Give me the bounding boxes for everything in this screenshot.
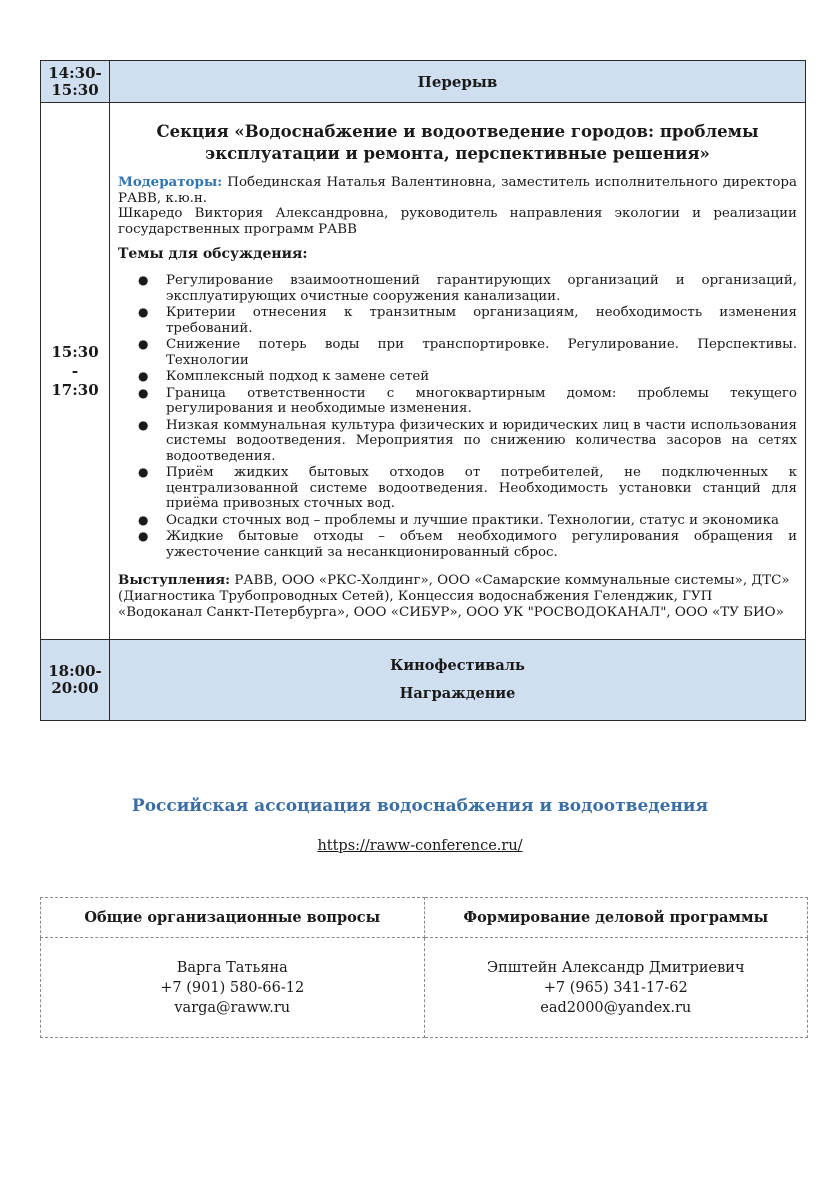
schedule-table: [40, 60, 806, 721]
time-separator: -: [71, 361, 79, 380]
section-title-line: эксплуатации и ремонта, перспективные решения»: [205, 144, 710, 163]
list-item: [138, 418, 797, 465]
topic-text: Комплексный подход к замене сетей: [166, 369, 430, 384]
schedule-row-section: [41, 103, 806, 640]
topic-text: Регулирование взаимоотношений гарантирующих организаций и организаций, эксплуатирующих очистные сооружения канализации.: [166, 273, 797, 304]
list-item: [138, 305, 797, 336]
section-title: [118, 121, 797, 165]
contacts-header-general: Общие организационные вопросы: [41, 898, 425, 938]
topics-heading: Темы для обсуждения:: [118, 246, 308, 262]
bullet-icon: ●: [138, 417, 149, 432]
speakers-label: Выступления:: [118, 572, 231, 588]
section-title-line: Секция «Водоснабжение и водоотведение городов: проблемы: [156, 122, 759, 141]
schedule-row-final: [41, 640, 806, 721]
bullet-icon: ●: [138, 465, 149, 479]
time-end: 15:30: [51, 80, 99, 99]
contact-email[interactable]: ead2000@yandex.ru: [540, 999, 692, 1016]
time-start: 18:00-: [48, 662, 102, 680]
bullet-icon: ●: [138, 529, 149, 543]
list-item: [138, 337, 797, 368]
list-item: [138, 369, 797, 385]
time-cell-final: [41, 640, 110, 721]
list-item: [138, 273, 797, 304]
time-cell-break: [41, 61, 110, 103]
speakers: [118, 572, 797, 621]
bullet-icon: ●: [138, 369, 149, 383]
organization-title: Российская ассоциация водоснабжения и водоотведения: [131, 796, 709, 816]
time-start: 15:30: [51, 342, 99, 361]
time-end: 20:00: [51, 679, 99, 697]
topic-text: Осадки сточных вод – проблемы и лучшие практики. Технологии, статус и экономика: [166, 512, 779, 528]
schedule-row-break: [41, 61, 806, 103]
list-item: [138, 529, 797, 560]
topic-text: Жидкие бытовые отходы – объем необходимого регулирования обращения и ужесточение санкций за несанкционированный сброс.: [166, 529, 797, 560]
contact-name: Эпштейн Александр Дмитриевич: [486, 959, 745, 976]
contact-general: [41, 938, 425, 1038]
list-item: [138, 465, 797, 512]
break-title: Перерыв: [110, 61, 806, 103]
topic-text: Критерии отнесения к транзитным организациям, необходимость изменения требований.: [166, 305, 797, 336]
moderator-2: Шкаредо Виктория Александровна, руководитель направления экологии и реализации государственных программ РАВВ: [118, 206, 797, 237]
bullet-icon: ●: [138, 385, 149, 400]
topic-text: Низкая коммунальная культура физических и юридических лиц в части использования системы водоотведения. Мероприятия по снижению количества засоров на сетях водоотведения.: [166, 417, 797, 464]
awards-title: Награждение: [399, 685, 516, 702]
contact-program: [424, 938, 808, 1038]
list-item: [138, 386, 797, 417]
speakers-text: РАВВ, ООО «РКС-Холдинг», ООО «Самарские коммунальные системы», ДТС» (Диагностика Трубопроводных Сетей), Концессия водоснабжения Геленджик, ГУП «Водоканал Санкт-Петербурга», ООО «СИБУР», ООО УК "РОСВОДОКАНАЛ", ООО «ТУ БИО»: [118, 573, 790, 620]
final-content: [110, 640, 806, 721]
contacts-header-row: [41, 898, 808, 938]
time-end: 17:30: [51, 380, 99, 399]
moderators-label: Модераторы:: [118, 174, 223, 190]
topic-text: Граница ответственности с многоквартирным домом: проблемы текущего регулирования и необходимые изменения.: [166, 385, 797, 416]
moderator-1-text: Побединская Наталья Валентиновна, заместитель исполнительного директора РАВВ, к.ю.н.: [118, 175, 797, 206]
contact-email[interactable]: varga@raww.ru: [174, 999, 291, 1016]
topic-text: Приём жидких бытовых отходов от потребителей, не подключенных к централизованной системе водоотведения. Необходимость установки станций для приёма привозных сточных вод.: [166, 465, 797, 511]
contacts-body-row: [41, 938, 808, 1038]
contact-name: Варга Татьяна: [176, 959, 288, 976]
bullet-icon: ●: [138, 273, 149, 287]
bullet-icon: ●: [138, 337, 149, 351]
website-link[interactable]: https://raww-conference.ru/: [317, 838, 523, 854]
list-item: [138, 513, 797, 529]
contact-phone: +7 (965) 341-17-62: [543, 979, 688, 996]
bullet-icon: ●: [138, 305, 149, 319]
contact-phone: +7 (901) 580-66-12: [160, 979, 305, 996]
time-start: 14:30-: [48, 63, 102, 82]
section-content: [110, 103, 806, 640]
time-cell-section: [41, 103, 110, 640]
topics-list: [118, 273, 797, 560]
bullet-icon: ●: [138, 512, 149, 527]
topic-text: Снижение потерь воды при транспортировке. Регулирование. Перспективы. Технологии: [166, 337, 797, 368]
contacts-table: [40, 897, 808, 1038]
contacts-header-program: Формирование деловой программы: [424, 898, 808, 938]
moderator-1: [118, 175, 797, 206]
film-festival-title: Кинофестиваль: [390, 657, 525, 674]
